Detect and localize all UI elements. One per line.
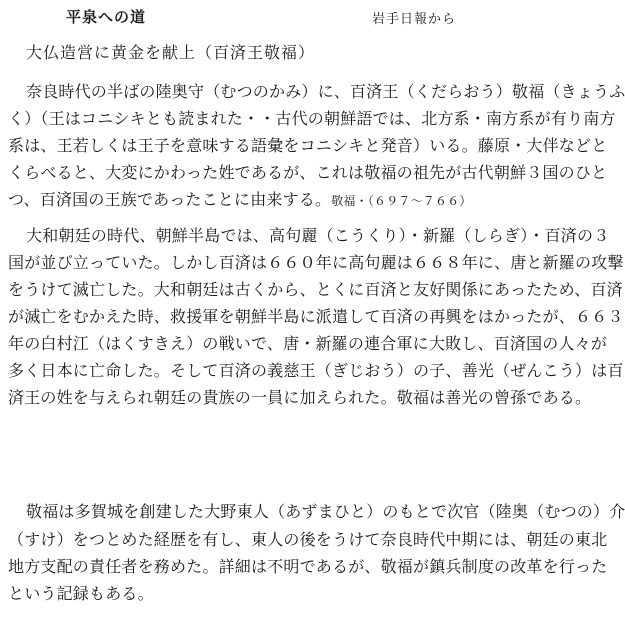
- paragraph-2-line-7: 済王の姓を与えられ朝廷の貴族の一員に加えられた。敬福は善光の曾孫である。: [8, 388, 592, 407]
- paragraph-1-line-2: く）（王はコニシキとも読まれた・・古代の朝鮮語では、北方系・南方系が有り南方: [8, 109, 616, 128]
- paragraph-3-line-4: という記録もある。: [8, 584, 154, 603]
- paragraph-2-line-4: が滅亡をむかえた時、救援軍を朝鮮半島に派遣して百済の再興をはかったが、６６３: [8, 307, 624, 326]
- paragraph-3-line-1: 敬福は多賀城を創建した大野東人（あずまひと）のもとで次官（陸奥（むつの）介: [26, 502, 625, 521]
- paragraph-2-line-2: 国が並び立っていた。しかし百済は６６０年に高句麗は６６８年に、唐と新羅の攻撃: [8, 253, 624, 272]
- paragraph-3-line-2: （すけ）をつとめた経歴を有し、東人の後をうけて奈良時代中期には、朝廷の東北: [8, 530, 608, 549]
- paragraph-2-line-1: 大和朝廷の時代、朝鮮半島では、高句麗（こうくり）・新羅（しらぎ）・百済の３: [26, 226, 610, 245]
- paragraph-2-line-6: 多く日本に亡命した。そして百済の義慈王（ぎじおう）の子、善光（ぜんこう）は百: [8, 361, 624, 380]
- article-title: 平泉への道: [66, 8, 147, 26]
- paragraph-1-line-5: つ、百済国の王族であったことに由来する。: [8, 190, 332, 209]
- paragraph-2-line-3: をうけて滅亡した。大和朝廷は古くから、とくに百済と友好関係にあったため、百済: [8, 280, 623, 299]
- paragraph-1-line-1: 奈良時代の半ばの陸奥守（むつのかみ）に、百済王（くだらおう）敬福（きょうふ: [26, 82, 625, 101]
- paragraph-1-line-3: 系は、王若しくは王子を意味する語彙をコニシキと発音）いる。藤原・大伴などと: [8, 136, 608, 155]
- paragraph-3-line-3: 地方支配の責任者を務めた。詳細は不明であるが、敬福が鎮兵制度の改革を行った: [8, 557, 608, 576]
- section-heading: 大仏造営に黄金を献上（百済王敬福）: [26, 43, 316, 62]
- paragraph-1-line-4: くらべると、大変にかわった姓であるが、これは敬福の祖先が古代朝鮮３国のひと: [8, 163, 608, 182]
- lifespan-note: 敬福・（６９７〜７６６）: [331, 194, 472, 208]
- paragraph-1-line-5-wrap: [8, 190, 528, 211]
- paragraph-2-line-5: 年の白村江（はくすきえ）の戦いで、唐・新羅の連合軍に大敗し、百済国の人々が: [8, 334, 608, 353]
- article-source: 岩手日報から: [372, 12, 457, 27]
